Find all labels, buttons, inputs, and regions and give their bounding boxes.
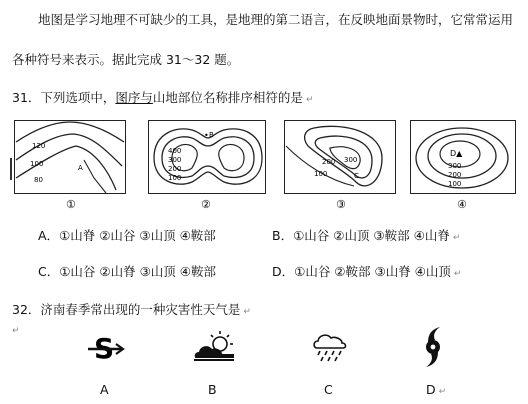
svg-text:100: 100 <box>30 160 44 168</box>
symbol-label-a: A <box>100 382 109 397</box>
svg-text:400: 400 <box>168 147 182 155</box>
svg-text:B: B <box>209 131 214 139</box>
contour-map-3 <box>284 120 396 216</box>
symbol-label-c: C <box>324 382 333 397</box>
option-c[interactable]: C．①山谷 ②山脊 ③山顶 ④鞍部 <box>38 264 216 279</box>
svg-text:100: 100 <box>168 174 182 182</box>
svg-text:100: 100 <box>448 180 462 188</box>
symbol-label-d: D ↵ <box>426 382 447 397</box>
svg-text:②: ② <box>201 198 211 211</box>
option-b[interactable]: B．①山谷 ②山顶 ③鞍部 ④山脊 ↵ <box>272 228 461 243</box>
option-a[interactable]: A．①山脊 ②山谷 ③山顶 ④鞍部 <box>38 228 216 243</box>
partly-cloudy-icon[interactable] <box>190 328 238 368</box>
svg-text:A: A <box>78 164 83 172</box>
svg-text:D▲: D▲ <box>450 149 463 158</box>
svg-text:300: 300 <box>448 162 462 170</box>
option-d[interactable]: D．①山谷 ②鞍部 ③山脊 ④山顶 ↵ <box>272 264 462 279</box>
intro-line-2: 各种符号来表示。据此完成 31～32 题。 <box>12 52 240 67</box>
paragraph-mark: ↵ <box>12 326 20 336</box>
svg-text:100: 100 <box>314 170 328 178</box>
symbol-label-b: B <box>208 382 217 397</box>
rain-icon[interactable] <box>310 330 350 370</box>
svg-text:300: 300 <box>168 156 182 164</box>
contour-map-2 <box>148 120 266 216</box>
svg-text:300: 300 <box>344 156 358 164</box>
svg-text:①: ① <box>66 198 76 211</box>
svg-text:③: ③ <box>336 198 346 211</box>
contour-map-1 <box>14 120 126 216</box>
intro-line-1: 地图是学习地理不可缺少的工具，是地理的第二语言，在反映地面景物时，它常常运用 <box>38 12 514 27</box>
svg-text:200: 200 <box>322 158 336 166</box>
svg-text:④: ④ <box>457 198 467 211</box>
svg-text:200: 200 <box>448 171 462 179</box>
typhoon-icon[interactable] <box>418 326 448 372</box>
svg-text:80: 80 <box>34 176 43 184</box>
svg-text:•: • <box>204 131 209 140</box>
svg-text:S: S <box>94 332 115 365</box>
svg-text:120: 120 <box>32 142 46 150</box>
contour-map-4 <box>410 120 516 216</box>
svg-text:C: C <box>354 172 359 180</box>
sandstorm-icon[interactable] <box>86 330 126 370</box>
svg-text:200: 200 <box>168 165 182 173</box>
question-31-stem: 31．下列选项中，图序与山地部位名称排序相符的是 ↵ <box>12 90 314 105</box>
margin-bar <box>10 158 12 180</box>
question-32-stem: 32．济南春季常出现的一种灾害性天气是 ↵ <box>12 302 251 317</box>
